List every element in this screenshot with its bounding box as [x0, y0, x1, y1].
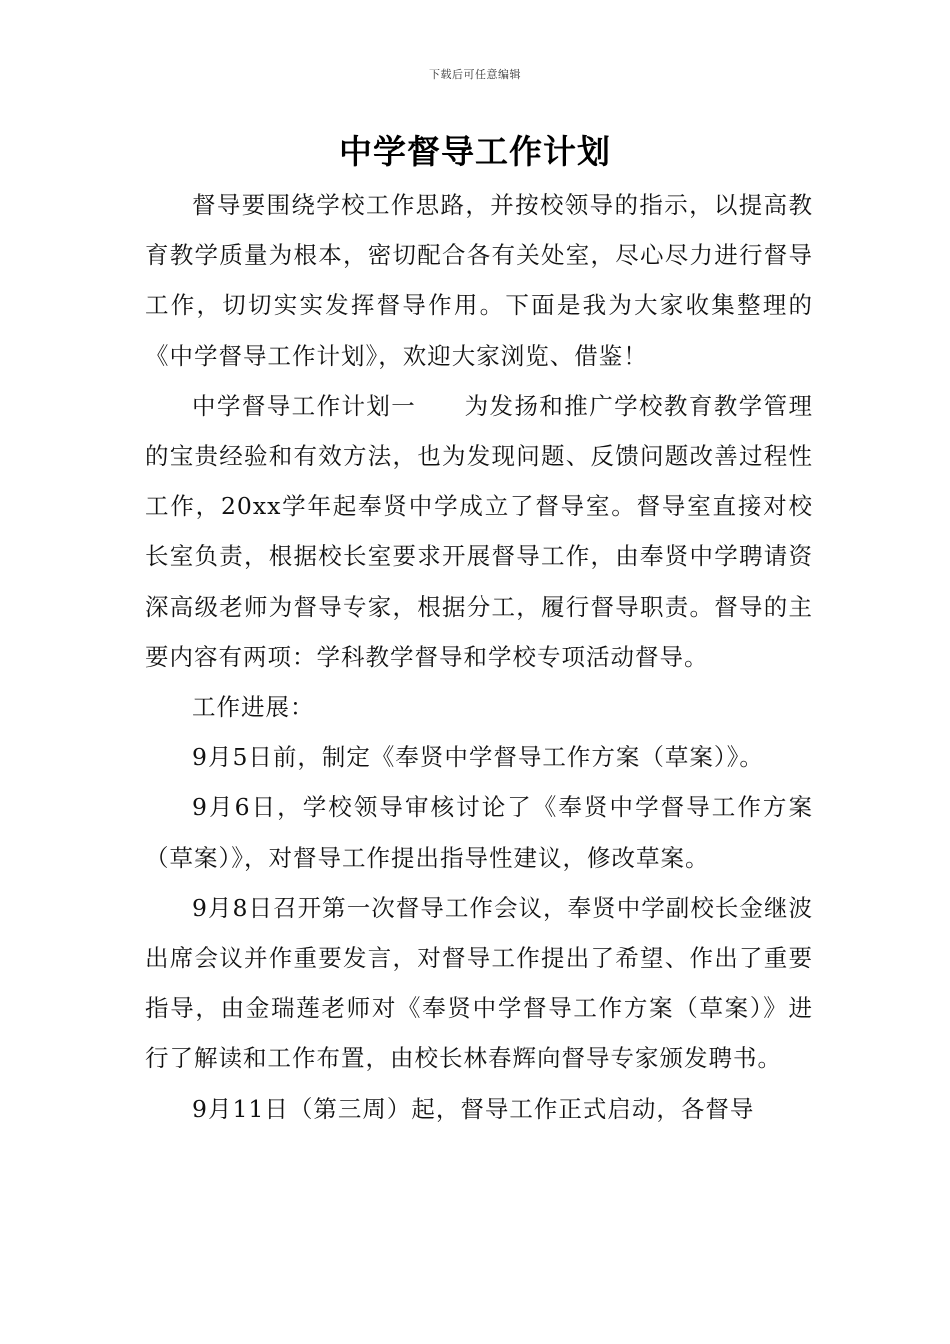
progress-item-3: 9月8日召开第一次督导工作会议，奉贤中学副校长金继波出席会议并作重要发言，对督导工作提出了希望、作出了重要指导，由金瑞莲老师对《奉贤中学督导工作方案（草案）》进行了解读和工作布置，由校长林春辉向督导专家颁发聘书。 [145, 893, 813, 1073]
document-body [145, 180, 813, 1134]
progress-label: 工作进展： [192, 693, 315, 722]
document-title: 中学督导工作计划 [339, 132, 611, 171]
intro-paragraph: 督导要围绕学校工作思路，并按校领导的指示，以提高教育教学质量为根本，密切配合各有关处室，尽心尽力进行督导工作，切切实实发挥督导作用。下面是我为大家收集整理的《中学督导工作计划》，欢迎大家浏览、借鉴！ [145, 191, 813, 370]
section-heading: 中学督导工作计划一 [192, 391, 417, 420]
progress-item-2: 9月6日，学校领导审核讨论了《奉贤中学督导工作方案（草案）》，对督导工作提出指导性建议，修改草案。 [145, 793, 813, 872]
progress-item-1: 9月5日前，制定《奉贤中学督导工作方案（草案）》。 [192, 743, 764, 772]
header-note: 下载后可任意编辑 [429, 68, 521, 81]
section-body: 为发扬和推广学校教育教学管理的宝贵经验和有效方法，也为发现问题、反馈问题改善过程性工作，20xx学年起奉贤中学成立了督导室。督导室直接对校长室负责，根据校长室要求开展督导工作，由奉贤中学聘请资深高级老师为督导专家，根据分工，履行督导职责。督导的主要内容有两项：学科教学督导和学校专项活动督导。 [145, 391, 814, 671]
progress-item-4: 9月11日（第三周）起，督导工作正式启动，各督导 [192, 1094, 755, 1123]
section-paragraph [145, 381, 813, 682]
